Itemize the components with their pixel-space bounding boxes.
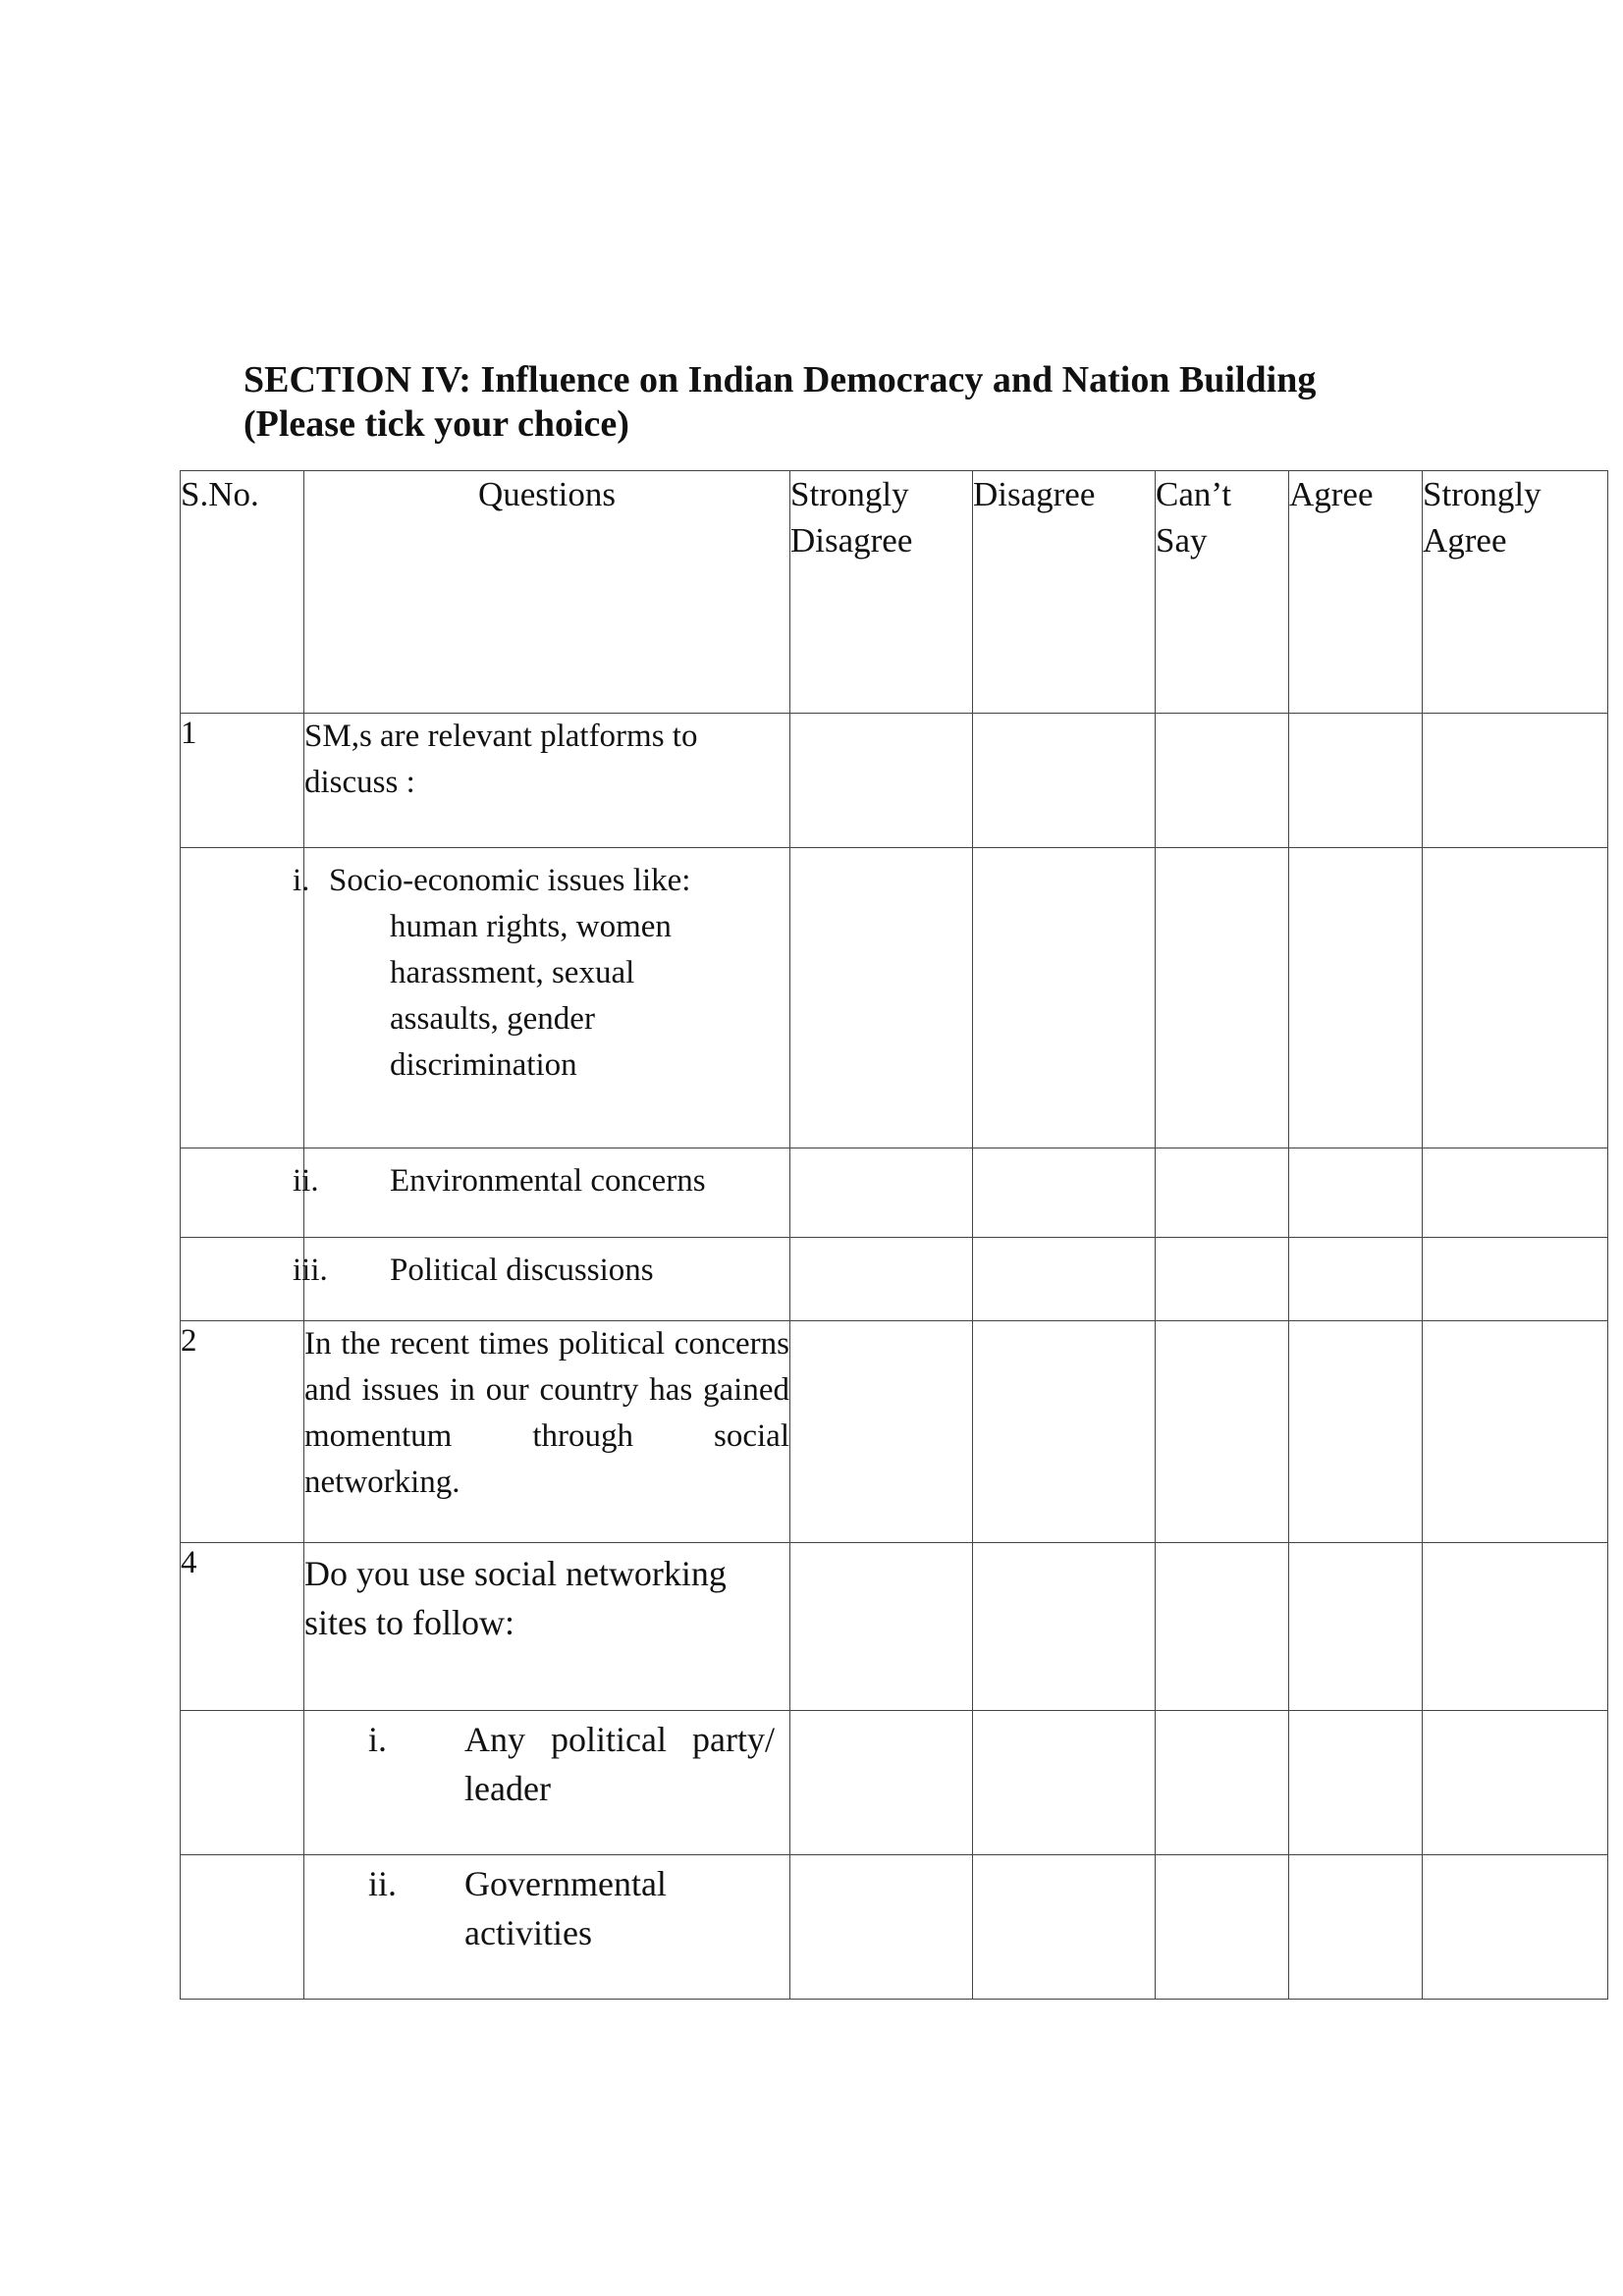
sub-number: ii. bbox=[293, 1163, 319, 1199]
question-cell bbox=[293, 1148, 790, 1238]
header-disagree: Disagree bbox=[973, 471, 1156, 714]
table-row bbox=[181, 848, 1608, 1148]
choice-cell[interactable] bbox=[1289, 1855, 1423, 2000]
choice-cell[interactable] bbox=[1289, 1321, 1423, 1543]
choice-cell[interactable] bbox=[973, 1238, 1156, 1321]
question-cell bbox=[293, 848, 790, 1148]
header-agree: Agree bbox=[1289, 471, 1423, 714]
choice-cell[interactable] bbox=[1289, 848, 1423, 1148]
table-row bbox=[181, 714, 1608, 848]
section-instruction: (Please tick your choice) bbox=[243, 403, 629, 445]
choice-cell[interactable] bbox=[973, 714, 1156, 848]
choice-cell[interactable] bbox=[1156, 1711, 1289, 1855]
choice-cell[interactable] bbox=[1156, 1321, 1289, 1543]
header-strongly-agree: Strongly Agree bbox=[1423, 471, 1608, 714]
choice-cell[interactable] bbox=[973, 1148, 1156, 1238]
table-row bbox=[181, 1855, 1608, 2000]
choice-cell[interactable] bbox=[1423, 1711, 1608, 1855]
sub-number: iii. bbox=[293, 1253, 328, 1288]
question-cell bbox=[304, 1855, 790, 2000]
question-text: SM,s are relevant platforms to discuss : bbox=[304, 714, 790, 848]
question-text: In the recent times political concerns and issues in our country has gained momentum through social networking. bbox=[304, 1321, 790, 1543]
header-cant-say: Can’t Say bbox=[1156, 471, 1289, 714]
table-row bbox=[181, 1711, 1608, 1855]
choice-cell[interactable] bbox=[790, 1711, 973, 1855]
sub-question-detail: human rights, women harassment, sexual assaults, gender discrimination bbox=[390, 909, 672, 1083]
row-sno-empty bbox=[181, 1711, 304, 1855]
choice-cell[interactable] bbox=[1423, 1543, 1608, 1711]
choice-cell[interactable] bbox=[1423, 1855, 1608, 2000]
choice-cell[interactable] bbox=[973, 1711, 1156, 1855]
choice-cell[interactable] bbox=[1156, 1855, 1289, 2000]
row-sno: 2 bbox=[181, 1321, 304, 1543]
choice-cell[interactable] bbox=[1156, 714, 1289, 848]
sub-question: Environmental concerns bbox=[390, 1163, 706, 1199]
row-sno-empty bbox=[181, 1148, 304, 1238]
choice-cell[interactable] bbox=[1289, 1711, 1423, 1855]
choice-cell[interactable] bbox=[790, 1855, 973, 2000]
question-cell bbox=[293, 1238, 790, 1321]
choice-cell[interactable] bbox=[1423, 1238, 1608, 1321]
choice-cell[interactable] bbox=[973, 1855, 1156, 2000]
choice-cell[interactable] bbox=[973, 848, 1156, 1148]
table-row bbox=[181, 1148, 1608, 1238]
sub-question: Governmental activities bbox=[464, 1864, 667, 1952]
header-row bbox=[181, 471, 1608, 714]
row-sno: 4 bbox=[181, 1543, 304, 1711]
choice-cell[interactable] bbox=[1423, 714, 1608, 848]
header-strongly-disagree: Strongly Disagree bbox=[790, 471, 973, 714]
sub-number: i. bbox=[368, 1720, 388, 1759]
survey-table bbox=[180, 470, 1608, 2000]
table-row bbox=[181, 1321, 1608, 1543]
choice-cell[interactable] bbox=[1289, 714, 1423, 848]
choice-cell[interactable] bbox=[790, 1238, 973, 1321]
choice-cell[interactable] bbox=[1289, 1148, 1423, 1238]
question-cell bbox=[304, 1711, 790, 1855]
choice-cell[interactable] bbox=[790, 848, 973, 1148]
sub-number: ii. bbox=[368, 1864, 398, 1903]
choice-cell[interactable] bbox=[1156, 848, 1289, 1148]
choice-cell[interactable] bbox=[1156, 1238, 1289, 1321]
sub-question: Political discussions bbox=[390, 1253, 654, 1288]
row-sno: 1 bbox=[181, 714, 304, 848]
choice-cell[interactable] bbox=[1156, 1543, 1289, 1711]
choice-cell[interactable] bbox=[790, 1543, 973, 1711]
table-row bbox=[181, 1238, 1608, 1321]
choice-cell[interactable] bbox=[973, 1321, 1156, 1543]
choice-cell[interactable] bbox=[790, 1148, 973, 1238]
row-sno-empty bbox=[181, 848, 304, 1148]
sub-number: i. bbox=[293, 863, 310, 898]
header-sno: S.No. bbox=[181, 471, 304, 714]
choice-cell[interactable] bbox=[973, 1543, 1156, 1711]
choice-cell[interactable] bbox=[1289, 1543, 1423, 1711]
row-sno-empty bbox=[181, 1238, 304, 1321]
section-title: SECTION IV: Influence on Indian Democracy and Nation Building bbox=[243, 359, 1317, 400]
choice-cell[interactable] bbox=[1423, 1321, 1608, 1543]
sub-question-lead: Socio-economic issues like: bbox=[329, 863, 691, 898]
header-questions: Questions bbox=[304, 471, 790, 714]
question-text: Do you use social networking sites to follow: bbox=[304, 1543, 790, 1711]
choice-cell[interactable] bbox=[1423, 1148, 1608, 1238]
choice-cell[interactable] bbox=[1423, 848, 1608, 1148]
row-sno-empty bbox=[181, 1855, 304, 2000]
choice-cell[interactable] bbox=[1289, 1238, 1423, 1321]
choice-cell[interactable] bbox=[790, 714, 973, 848]
sub-question: Any political party/ leader bbox=[464, 1720, 775, 1808]
choice-cell[interactable] bbox=[790, 1321, 973, 1543]
choice-cell[interactable] bbox=[1156, 1148, 1289, 1238]
table-row bbox=[181, 1543, 1608, 1711]
